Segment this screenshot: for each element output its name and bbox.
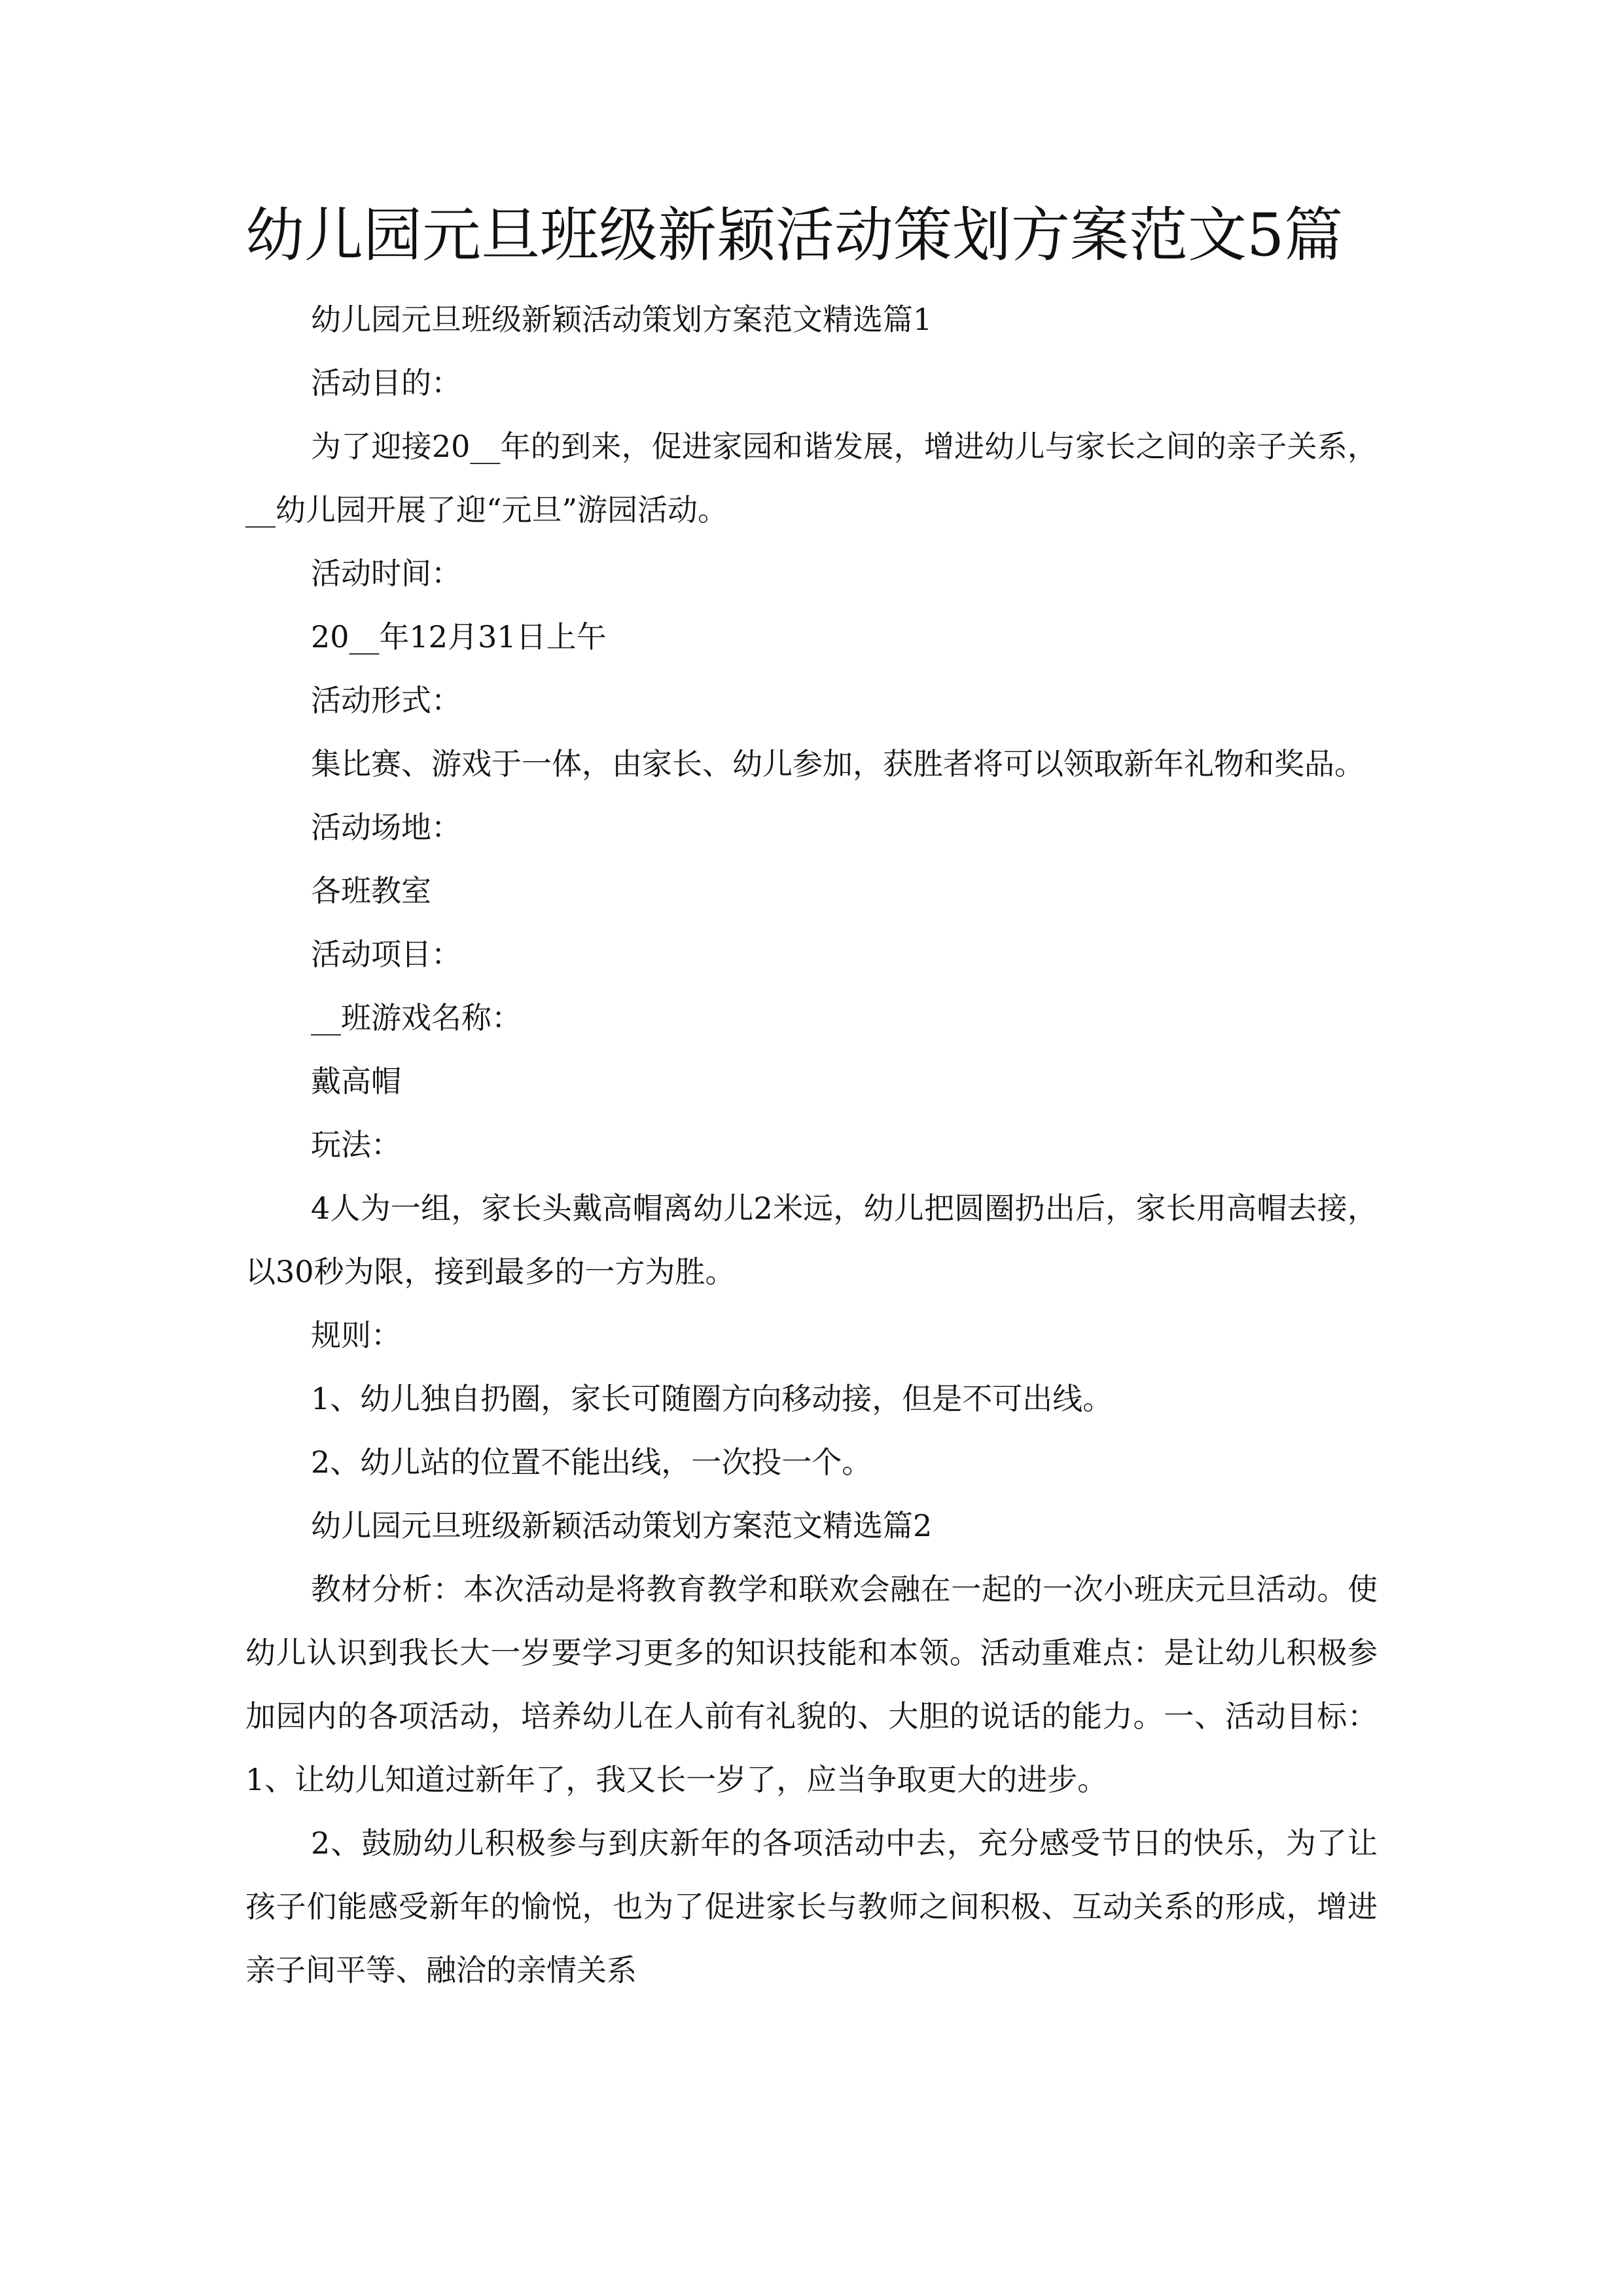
paragraph: 20__年12月31日上午 [311,619,607,655]
paragraph: 活动场地： [311,810,461,845]
paragraph: 规则： [311,1318,401,1353]
paragraph: 2、幼儿站的位置不能出线，一次投一个。 [311,1444,872,1480]
document-body [245,288,1378,2002]
paragraph: 幼儿园元旦班级新颖活动策划方案范文精选篇1 [311,302,933,337]
paragraph: 为了迎接20__年的到来，促进家园和谐发展，增进幼儿与家长之间的亲子关系，__幼儿园开展了迎“元旦”游园活动。 [245,429,1378,528]
paragraph: 4人为一组，家长头戴高帽离幼儿2米远，幼儿把圆圈扔出后，家长用高帽去接，以30秒为限，接到最多的一方为胜。 [245,1191,1378,1289]
paragraph: 活动形式： [311,683,461,718]
paragraph: 1、幼儿独自扔圈，家长可随圈方向移动接，但是不可出线。 [311,1381,1113,1416]
paragraph: 活动时间： [311,556,461,591]
paragraph: 玩法： [311,1127,401,1162]
paragraph: 2、鼓励幼儿积极参与到庆新年的各项活动中去，充分感受节日的快乐，为了让孩子们能感受新年的愉悦，也为了促进家长与教师之间积极、互动关系的形成，增进亲子间平等、融洽的亲情关系 [245,1825,1378,1988]
paragraph: __班游戏名称： [311,1000,522,1035]
paragraph: 活动目的： [311,365,461,401]
paragraph: 幼儿园元旦班级新颖活动策划方案范文精选篇2 [311,1508,933,1543]
paragraph: 各班教室 [311,873,431,908]
document-title: 幼儿园元旦班级新颖活动策划方案范文5篇 [245,201,1344,270]
paragraph: 教材分析：本次活动是将教育教学和联欢会融在一起的一次小班庆元旦活动。使幼儿认识到我长大一岁要学习更多的知识技能和本领。活动重难点：是让幼儿积极参加园内的各项活动，培养幼儿在人前有礼貌的、大胆的说话的能力。一、活动目标：1、让幼儿知道过新年了，我又长一岁了，应当争取更大的进步。 [245,1571,1378,1797]
paragraph: 戴高帽 [311,1064,401,1099]
paragraph: 活动项目： [311,937,461,972]
paragraph: 集比赛、游戏于一体，由家长、幼儿参加，获胜者将可以领取新年礼物和奖品。 [311,746,1364,781]
